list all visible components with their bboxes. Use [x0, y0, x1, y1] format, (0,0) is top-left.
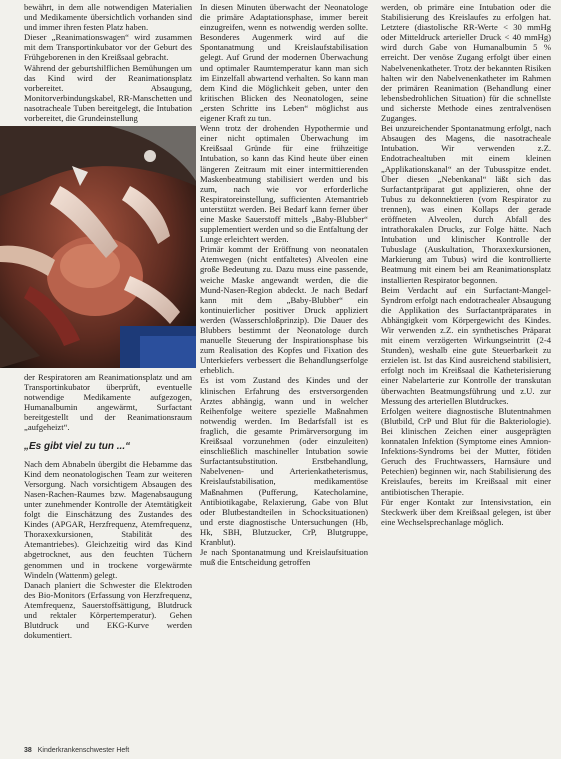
photo-illustration [0, 126, 196, 368]
journal-name: Kinderkrankenschwester Heft [37, 747, 130, 754]
paragraph: Dieser „Reanimationswagen“ wird zusammen mit dem Transportinkubator vor der Geburt des Frühgeborenen in den Kreißsaal gebracht. [24, 32, 192, 63]
paragraph: Während der geburtshilflichen Bemühungen um das Kind wird der Reanimationsplatz vorbereitet. Absaugung, Monitorverbindungskabel, RR-Manschetten und nasotracheale Tuben bereitgelegt, die Intubation vorbereitet, die Grundeinstellung [24, 62, 192, 124]
neonatal-care-photo [0, 126, 196, 368]
column-2 [200, 2, 368, 567]
paragraph: Es ist vom Zustand des Kindes und der klinischen Erfahrung des erstversorgenden Arztes abhängig, wann und in welcher Reihenfolge weitere spezielle Maßnahmen notwendig werden. Im Bedarfsfall ist es fraglich, die gesamte Primärversorgung im Kreißsaal vorzunehmen (oder einzuleiten) einschließlich maschineller Intubation sowie Surfactantsubstitution. Erstbehandlung, Nabelvenen- und Arterienkatheterismus, Kreislaufstabilisation, medikamentöse Maßnahmen (Pufferung, Katecholamine, Antibiotikagabe, Relaxierung, Gabe von Blut oder Blutbestandteilen in Schocksituationen) und erste diagnostische Untersuchungen (Hb, Hk, SBH, Blutzucker, CrP, Blutgruppe, Kranblut). [200, 375, 368, 547]
paragraph: Je nach Spontanatmung und Kreislaufsituation muß die Entscheidung getroffen [200, 547, 368, 568]
paragraph: bewährt, in dem alle notwendigen Materialien und Medikamente übersichtlich vorhanden sind und immer ihren festen Platz haben. [24, 2, 192, 33]
paragraph: Nach dem Abnabeln übergibt die Hebamme das Kind dem neonatologischen Team zur weiteren Versorgung. Nach vorsichtigem Absaugen des Nasen-Rachen-Raumes bzw. Magenabsaugung unter zunehmender Kontrolle der Atemtätigkeit folgt die Einschätzung des Zustandes des Kindes (APGAR, Herzfrequenz, Atemfrequenz, Thoraxexkursionen, Stabilität des Atemantriebes). Gleichzeitig wird das Kind abgetrocknet, aus den feuchten Tüchern genommen und in trockene vorgewärmte Windeln (Wattenm) gelegt. [24, 458, 192, 580]
paragraph: Für enger Kontakt zur Intensivstation, ein Steckwerk über dem Kreißsaal gelegen, ist über eine Wechselsprechanlage möglich. [381, 496, 551, 527]
column-1-bottom [24, 372, 192, 640]
column-1-top [24, 2, 192, 123]
paragraph: Danach planiert die Schwester die Elektroden des Bio-Monitors (Erfassung von Herzfrequenz, Atemfrequenz, Sauerstoffsättigung, Blutdruck und rektaler Körpertemperatur). Gehen Blutdruck und EKG-Kurve werden dokumentiert. [24, 579, 192, 641]
page-number: 38 [24, 747, 32, 754]
paragraph: Primär kommt der Eröffnung von neonatalen Atemwegen (nicht entfaltetes) Alveolen eine große Bedeutung zu. Dazu muss eine passende, weiche Maske angewandt werden, die die Mund-Nasen-Region abdeckt. Je nach Bedarf kann mit dem „Baby-Blubber“ ein kontinuierlicher positiver Druck appliziert werden (Wasserschloßprinzip). Die Dauer des Blubbers bestimmt der Neonatologe durch manuelle Steuerung der Inspirationsphase bis zum Realisation des Kopfes und Fixation des Unterkiefers verbessert die Behandlungserfolge erheblich. [200, 244, 368, 376]
paragraph: der Respiratoren am Reanimationsplatz und am Transportinkubator überprüft, eventuelle notwendige Medikamente aufgezogen, Humanalbumin angewärmt, Surfactant bereitgestellt und der Reanimationsraum „aufgeheizt“. [24, 372, 192, 433]
paragraph: Beim Verdacht auf ein Surfactant-Mangel-Syndrom erfolgt nach endotrachealer Absaugung die Applikation des Surfactantpräparates in Abhängigkeit vom Körpergewicht des Kindes. Wir verwenden z.Z. ein synthetisches Präparat mit einem verzögerten Wirkungseintritt (2-4 Stunden), weshalb eine gute Steuerbarkeit zu erzielen ist. Ist das Kind ausreichend stabilisiert, erfolgt noch im Kreißsaal die Katheterisierung einer Nabelarterie zur Kontrolle der transkutan überwachten Beatmungsführung und z.U. zur Messung des arteriellen Blutdruckes. [381, 284, 551, 406]
section-subheading: „Es gibt viel zu tun ...“ [24, 440, 131, 452]
column-3 [381, 2, 551, 527]
paragraph: werden, ob primäre eine Intubation oder die Stabilisierung des Kreislaufes zu erfolgen hat. Letztere (diastolische RR-Werte < 30 mmHg oder Mitteldruck arterieller Druck < 40 mmHg) wird durch Gabe von Humanalbumin 5 % erreicht. Der venöse Zugang erfolgt über einen Nabelvenenkatheter. Trotz der bekannten Risiken halten wir den Nabelvenenkatheter im Rahmen der primären Reanimation (Behandlung einer lebensbedrohlichen Situation) für die schnellste und sicherste Methode eines zentralvenösen Zuganges. [381, 2, 551, 124]
paragraph: Wenn trotz der drohenden Hypothermie und einer nicht optimalen Überwachung im Kreißsaal Gründe für eine frühzeitige Intubation, so kann das Kind heute über einen längeren Zeitraum mit einer intermittierenden Maskenbeatmung stabilisiert werden und bis zum, nach wie vor erforderliche Respiratoreinstellung, sufficienten Atemantrieb unterstützt werden. Bei Bedarf kann ferner über eine Maske Sauerstoff mittels „Baby-Blubber“ supplementiert werden und so die Entfaltung der Lunge erleichtert werden. [200, 123, 368, 245]
paragraph: In diesen Minuten überwacht der Neonatologe die primäre Adaptationsphase, immer bereit einzugreifen, wenn es notwendig werden sollte. Besonderes Augenmerk wird auf die Spontanatmung und Kreislaufstabilisation gelegt. Auf Grund der modernen Überwachung und optimaler Raumtemperatur kann man sich im Einzelfall abwartend verhalten. So kann man dem Kind die Möglichkeit geben, unter den kritischen Blicken des Neonatologen, seine „ersten Schritte ins Leben“ möglichst aus eigener Kraft zu tun. [200, 2, 368, 124]
paragraph: Erfolgen weitere diagnostische Blutentnahmen (Blutbild, CrP und Blut für die Bakteriologie). Bei klinischen Zeichen einer ausgeprägten konnatalen Infektion (Symptome eines Amnion-Infektions-Syndroms bei der Mutter, fötiden Geruch des Fruchtwassers, Harnsäure und Petechien) beginnen wir, nach Stabilisierung des Kreislaufes, bereits im Kreißsaal mit einer antibiotischen Therapie. [381, 405, 551, 497]
page-footer [24, 746, 544, 755]
paragraph: Bei unzureichender Spontanatmung erfolgt, nach Absaugen des Magens, die nasotracheale Intubation. Wir verwenden z.Z. Endotrachealtuben mit einem kleinen „Applikationskanal“ an der Tubusspitze endet. Über diesen „Nebenkanal“ läßt sich das Surfactantpräparat gut applizieren, ohne der Tubus zu dekonnektieren (vom Respirator zu trennen), was einen Kollaps der gerade eröffneten Alveolen, durch Abfall des intrathorakalen Drucks, zur Folge hätte. Nach Intubation und klinischer Kontrolle der Tubuslage (Auskultation, Thoraxexkursionen, Markierung am Tubus) wird die kontrollierte Beatmung mit einem bei am Reanimationsplatz installierten Respirator begonnen. [381, 123, 551, 285]
